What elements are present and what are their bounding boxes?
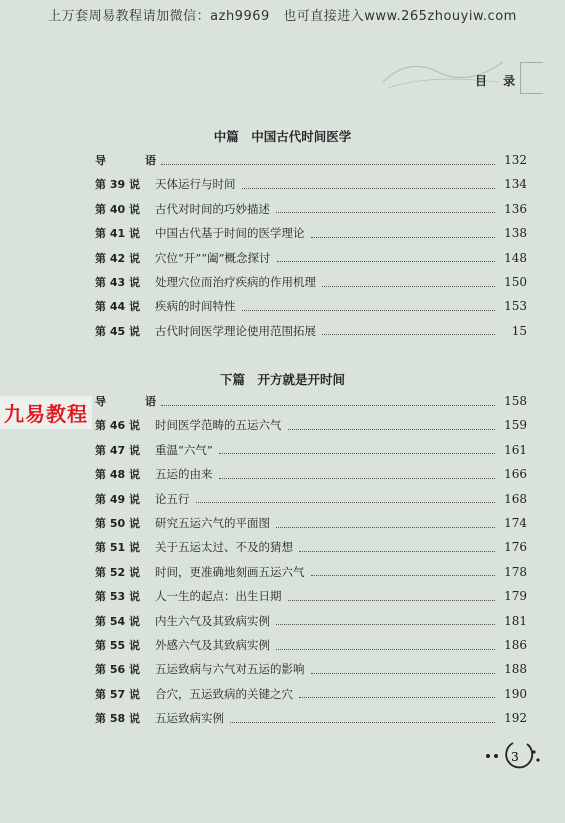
watermark-banner: 上万套周易教程请加微信：azh9969 也可直接进入www.265zhouyiw.com — [48, 9, 517, 24]
toc-entry-title: 研究五运六气的平面图 — [155, 516, 270, 530]
toc-entry-page: 158 — [504, 394, 527, 408]
toc-entry — [95, 683, 527, 705]
toc-entry-title: 处理穴位而治疗疾病的作用机理 — [155, 275, 316, 289]
toc-leader-dots — [311, 575, 496, 576]
toc-entry-title: 疾病的时间特性 — [155, 299, 236, 314]
toc-leader-dots — [288, 429, 496, 430]
toc-leader-dots — [242, 310, 496, 311]
toc-leader-dots — [276, 624, 495, 625]
page-number-badge — [485, 738, 555, 774]
toc-entry-page: 190 — [504, 686, 527, 701]
toc-leader-dots — [276, 527, 495, 528]
toc-entry-page: 188 — [504, 662, 527, 677]
toc-leader-dots — [288, 600, 496, 601]
toc-entry-number: 导 语 — [95, 154, 170, 167]
toc-entry — [95, 463, 527, 485]
toc-entry-number: 第 58 说 — [95, 712, 140, 726]
toc-entry-number: 第 57 说 — [95, 687, 140, 701]
section-title-middle: 中篇 中国古代时间医学 — [213, 129, 352, 144]
toc-entry-number: 第 47 说 — [95, 443, 140, 457]
toc-entry — [95, 634, 527, 656]
toc-entry-number: 第 50 说 — [95, 517, 140, 530]
toc-entry-title: 重温“六气” — [155, 442, 213, 457]
page-number: 3 — [511, 750, 519, 764]
toc-entry-number: 第 40 说 — [95, 202, 140, 216]
toc-entry — [95, 149, 527, 171]
toc-entry-number: 第 56 说 — [95, 663, 140, 677]
toc-entry-title: 时间医学范畴的五运六气 — [155, 418, 282, 433]
toc-entry-title: 内生六气及其致病实例 — [155, 613, 270, 628]
toc-leader-dots — [219, 453, 495, 454]
toc-entry-page: 15 — [511, 323, 527, 338]
toc-entry-page: 148 — [504, 250, 527, 265]
toc-entry-page: 174 — [504, 516, 527, 530]
toc-entry-number: 第 49 说 — [95, 492, 140, 506]
toc-entry — [95, 390, 527, 412]
toc-entry-title: 关于五运太过、不及的猜想 — [155, 540, 293, 555]
toc-entry — [95, 320, 527, 342]
toc-entry-number: 第 54 说 — [95, 614, 140, 628]
toc-leader-dots — [161, 405, 495, 406]
toc-entry-number: 第 44 说 — [95, 300, 140, 314]
toc-leader-dots — [196, 502, 496, 503]
toc-entry — [95, 271, 527, 293]
toc-entry-number: 第 43 说 — [95, 276, 140, 289]
toc-entry-number: 第 51 说 — [95, 541, 140, 555]
toc-entry-number: 第 39 说 — [95, 178, 140, 192]
toc-entry-page: 150 — [504, 275, 527, 289]
toc-leader-dots — [242, 188, 496, 189]
toc-entry-title: 穴位“开”“阖”概念探讨 — [155, 250, 271, 265]
toc-entry-title: 论五行 — [155, 491, 190, 506]
toc-entry-title: 五运致病与六气对五运的影响 — [155, 662, 305, 677]
decorative-bracket — [520, 62, 543, 94]
toc-entry — [95, 439, 527, 461]
toc-leader-dots — [230, 722, 495, 723]
toc-entry-page: 179 — [504, 589, 527, 604]
toc-entry — [95, 512, 527, 534]
toc-entry-page: 161 — [504, 442, 527, 457]
toc-entry — [95, 247, 527, 269]
toc-entry — [95, 222, 527, 244]
toc-entry-title: 五运致病实例 — [155, 711, 224, 726]
toc-entry-page: 166 — [504, 467, 527, 482]
toc-entry — [95, 414, 527, 436]
toc-entry-title: 人一生的起点：出生日期 — [155, 589, 282, 604]
toc-entry — [95, 585, 527, 607]
toc-entry-page: 176 — [504, 540, 527, 555]
toc-entry-title: 中国古代基于时间的医学理论 — [155, 226, 305, 241]
toc-entry-number: 第 45 说 — [95, 324, 140, 338]
toc-leader-dots — [161, 164, 495, 165]
toc-entry — [95, 173, 527, 195]
toc-leader-dots — [299, 551, 495, 552]
toc-entry-title: 古代时间医学理论使用范围拓展 — [155, 323, 316, 338]
toc-entry-page: 132 — [504, 153, 527, 167]
toc-leader-dots — [311, 673, 496, 674]
toc-entry — [95, 658, 527, 680]
toc-entry — [95, 295, 527, 317]
toc-entry — [95, 561, 527, 583]
toc-entry-page: 178 — [504, 564, 527, 579]
toc-entry-page: 181 — [504, 613, 527, 628]
toc-entry-number: 第 52 说 — [95, 565, 140, 579]
toc-entry-number: 第 55 说 — [95, 639, 140, 652]
toc-entry-number: 第 53 说 — [95, 590, 140, 604]
toc-leader-dots — [299, 697, 495, 698]
toc-entry — [95, 610, 527, 632]
toc-entry-page: 168 — [504, 491, 527, 506]
toc-entry — [95, 536, 527, 558]
toc-entry — [95, 198, 527, 220]
toc-entry-page: 159 — [504, 418, 527, 433]
toc-entry-title: 五运的由来 — [155, 467, 213, 482]
toc-entry-title: 时间，更准确地刻画五运六气 — [155, 564, 305, 579]
toc-entry-page: 192 — [504, 711, 527, 726]
toc-entry-title: 古代对时间的巧妙描述 — [155, 201, 270, 216]
toc-entry — [95, 488, 527, 510]
toc-entry-number: 第 46 说 — [95, 419, 140, 433]
toc-leader-dots — [276, 649, 495, 650]
page-header-label: 目 录 — [475, 74, 522, 88]
toc-entry-title: 天体运行与时间 — [155, 177, 236, 192]
toc-entry-page: 134 — [504, 177, 527, 192]
toc-leader-dots — [219, 478, 496, 479]
toc-entry-number: 导 语 — [95, 395, 170, 408]
toc-entry-page: 153 — [504, 299, 527, 314]
toc-entry-page: 136 — [504, 201, 527, 216]
brand-logo: 九易教程 — [0, 396, 92, 429]
toc-leader-dots — [322, 286, 495, 287]
toc-entry-number: 第 41 说 — [95, 227, 140, 241]
toc-entry — [95, 707, 527, 729]
toc-entry-title: 合穴，五运致病的关键之穴 — [155, 686, 293, 701]
toc-leader-dots — [276, 212, 495, 213]
toc-entry-number: 第 42 说 — [95, 251, 140, 265]
toc-entry-page: 186 — [504, 638, 527, 652]
toc-leader-dots — [277, 261, 495, 262]
toc-entry-page: 138 — [504, 226, 527, 241]
section-title-lower: 下篇 开方就是开时间 — [219, 372, 345, 387]
toc-entry-title: 外感六气及其致病实例 — [155, 638, 270, 652]
toc-entry-number: 第 48 说 — [95, 468, 140, 482]
toc-leader-dots — [322, 334, 495, 335]
toc-leader-dots — [311, 237, 496, 238]
